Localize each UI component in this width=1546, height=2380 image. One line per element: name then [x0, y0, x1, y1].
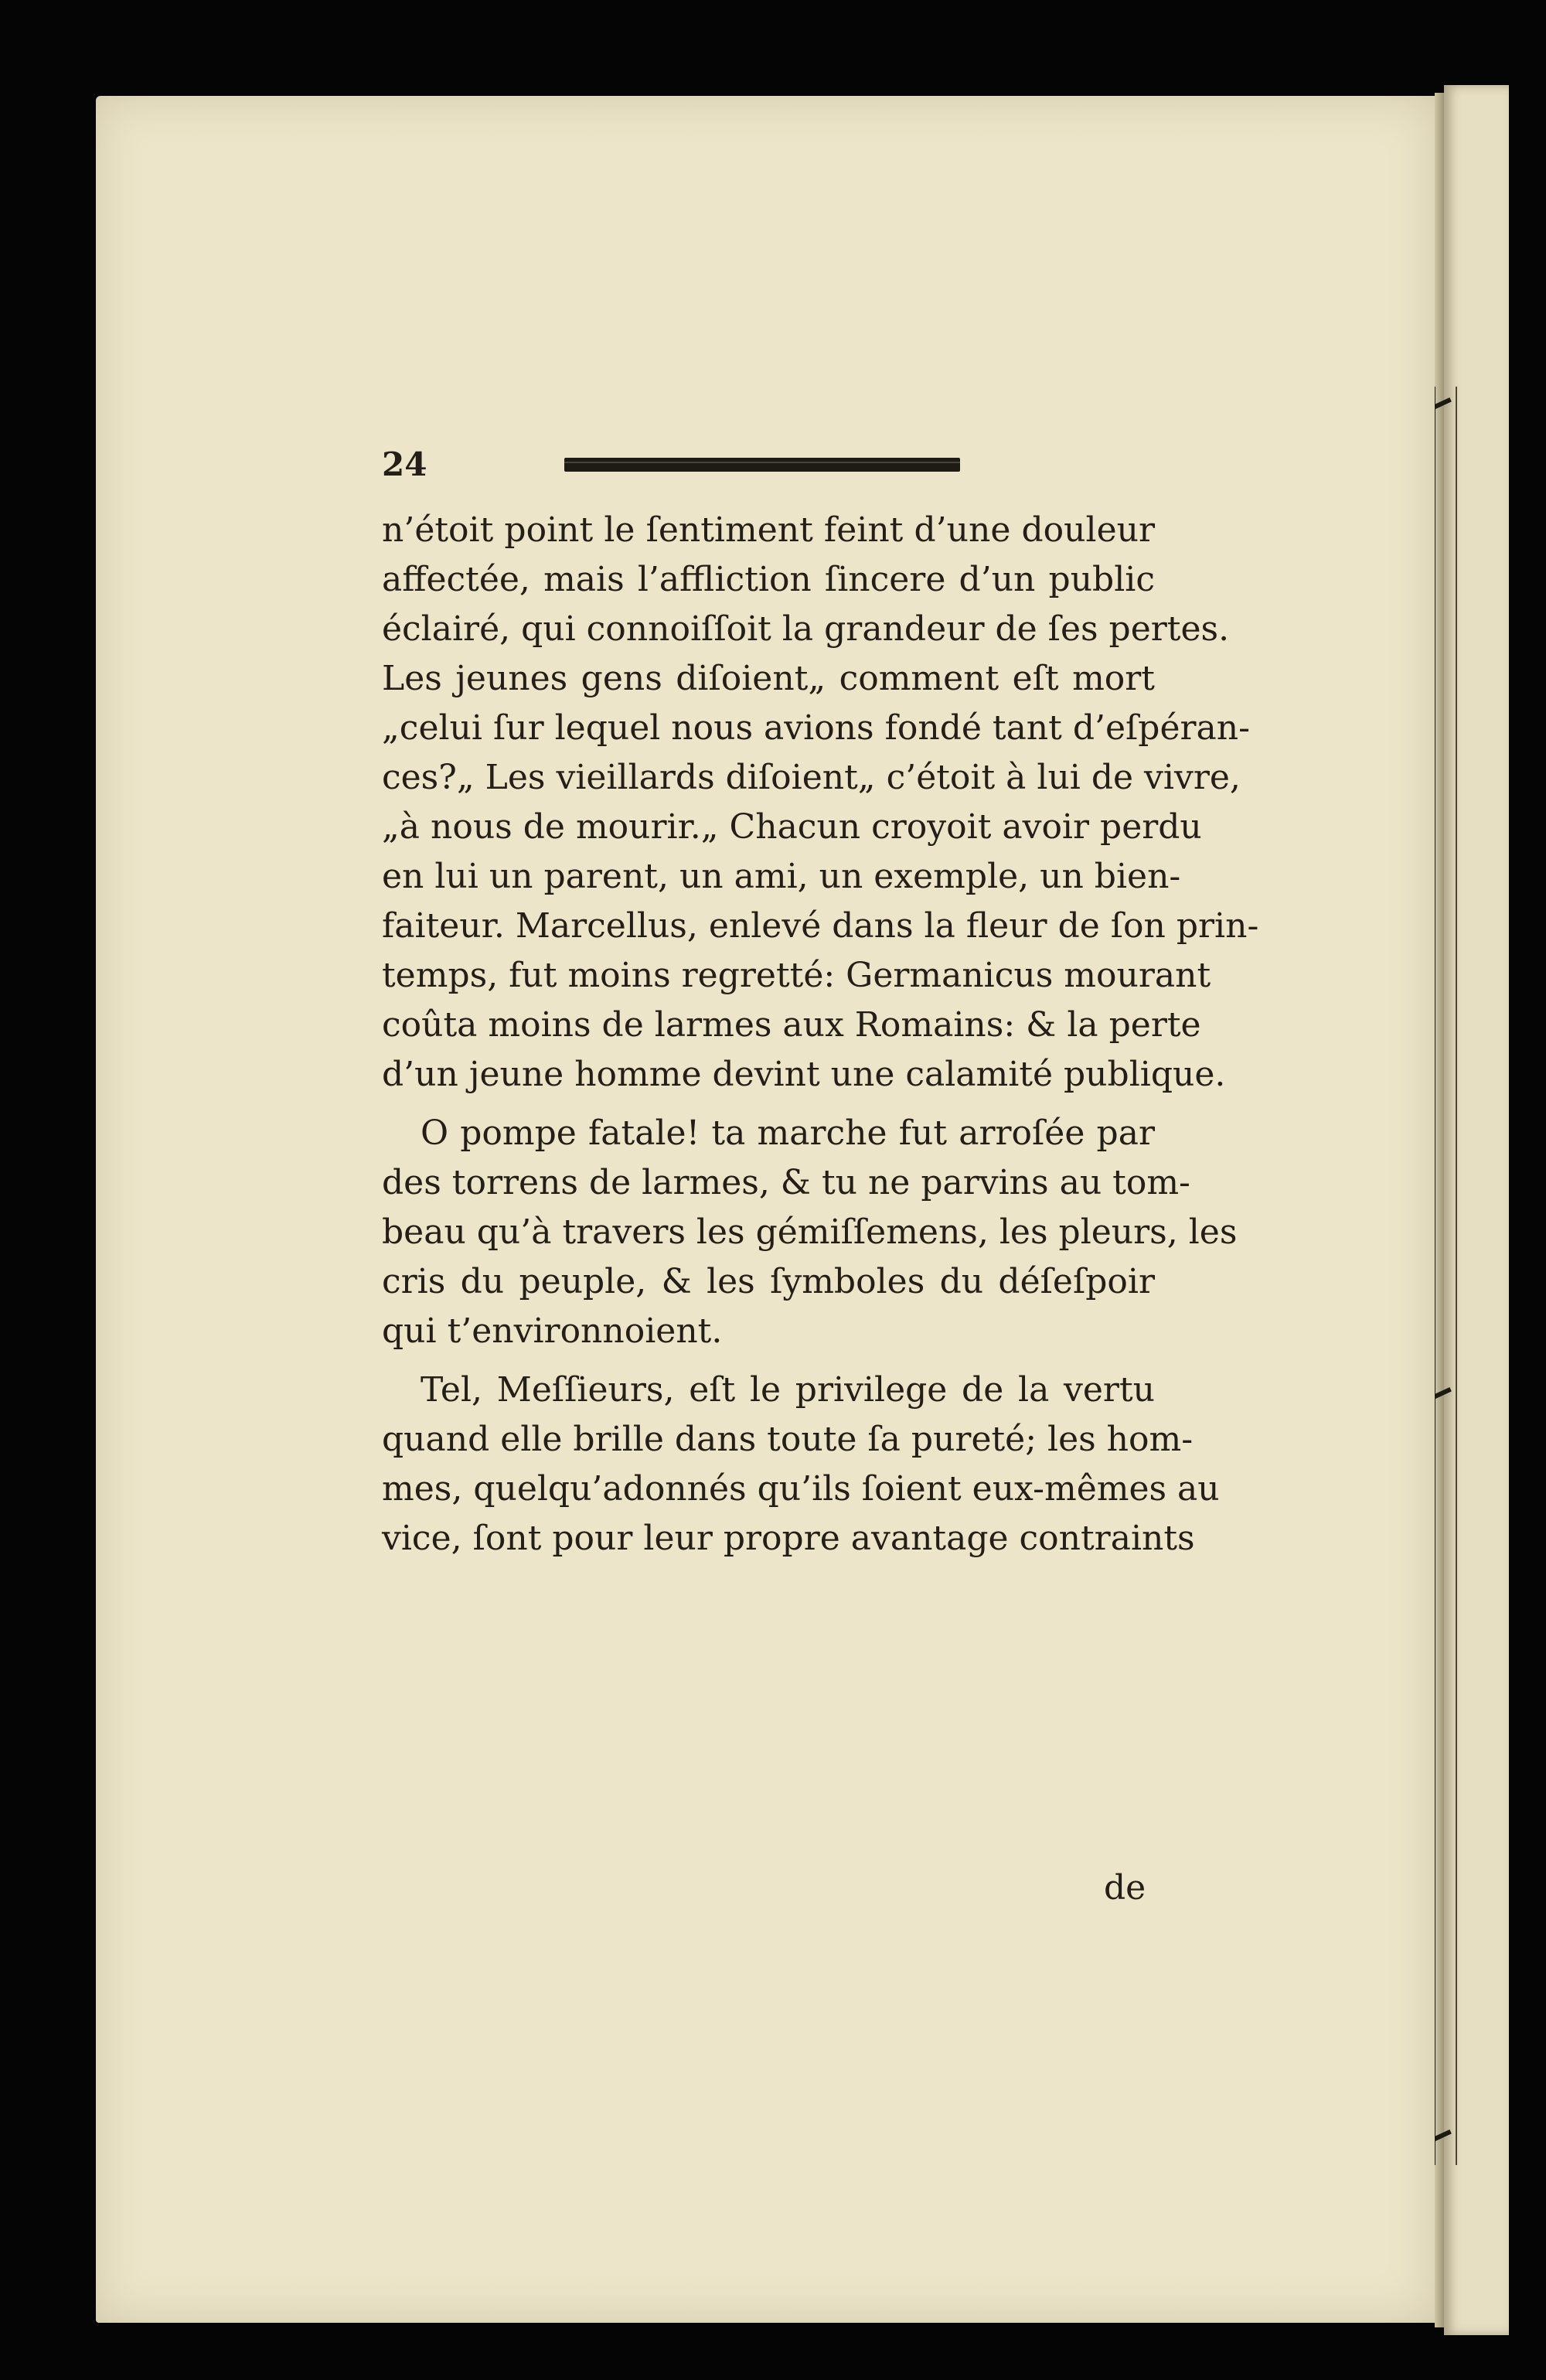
paragraph [382, 506, 1259, 1100]
catchword: de [1104, 1868, 1146, 1908]
text-line: faiteur. Marcellus, enlevé dans la fleur de ſon prin- [382, 906, 1259, 946]
text-line: quand elle brille dans toute ſa pureté; les hom- [382, 1420, 1194, 1459]
text-line: „celui ſur lequel nous avions fondé tant d’eſpéran- [382, 708, 1250, 748]
binding-thread [1432, 387, 1457, 2165]
text-line: ces?„ Les vieillards diſoient„ c’étoit à lui de vivre, [382, 758, 1241, 797]
text-line: en lui un parent, un ami, un exemple, un bien- [382, 857, 1181, 896]
text-line: qui t’environnoient. [382, 1311, 723, 1351]
text-line: beau qu’à travers les gémiſſemens, les pleurs, les [382, 1212, 1238, 1252]
text-line: affectée, mais l’affliction ſincere d’un public [382, 560, 1155, 599]
text-line: „à nous de mourir.„ Chacun croyoit avoir perdu [382, 807, 1202, 847]
paragraph [382, 1109, 1238, 1356]
text-line: Les jeunes gens diſoient„ comment eſt mort [382, 659, 1155, 698]
text-line: n’étoit point le ſentiment feint d’une douleur [382, 510, 1155, 550]
text-line: O pompe fatale! ta marche fut arroſée par [421, 1113, 1155, 1153]
text-line: vice, ſont pour leur propre avantage contraints [382, 1519, 1195, 1558]
page-number: 24 [382, 445, 427, 483]
text-line: des torrens de larmes, & tu ne parvins au tom- [382, 1163, 1190, 1202]
paragraph [382, 1366, 1220, 1563]
text-line: Tel, Meſſieurs, eſt le privilege de la vertu [421, 1370, 1155, 1410]
header-ornament-rule [564, 458, 960, 472]
page-header [382, 445, 1155, 492]
text-line: cris du peuple, & les ſymboles du déſeſpoir [382, 1262, 1155, 1301]
text-line: éclairé, qui connoiſſoit la grandeur de ſes pertes. [382, 609, 1230, 649]
text-line: coûta moins de larmes aux Romains: & la perte [382, 1005, 1201, 1045]
body-text [382, 506, 1259, 1563]
text-line: mes, quelqu’adonnés qu’ils ſoient eux-mêmes au [382, 1469, 1220, 1509]
text-line: temps, fut moins regretté: Germanicus mourant [382, 956, 1211, 995]
text-line: d’un jeune homme devint une calamité publique. [382, 1055, 1226, 1094]
